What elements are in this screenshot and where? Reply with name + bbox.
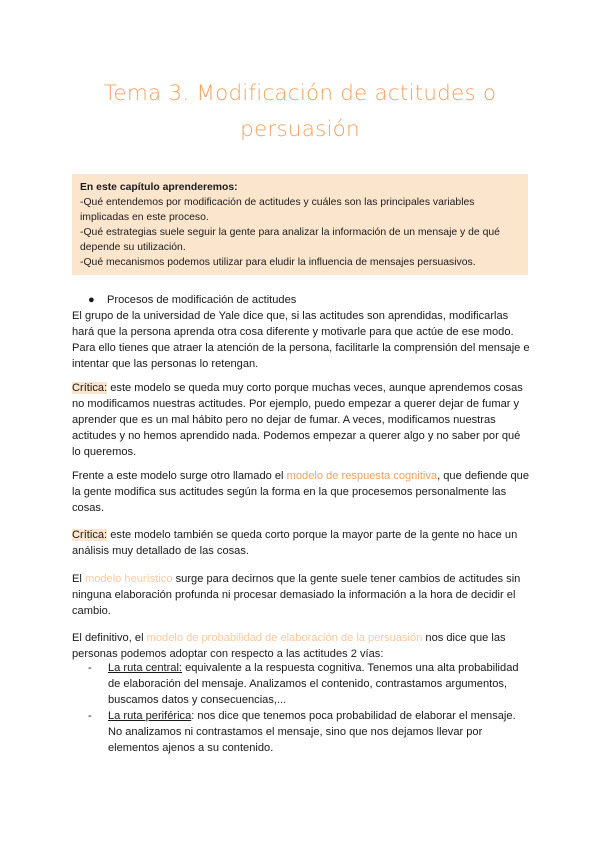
learning-objectives-callout [72,174,528,275]
bullet-icon: ● [88,294,95,306]
text-run: Frente a este modelo surge otro llamado el [72,470,287,482]
route-name: La ruta central: [108,662,182,674]
list-dash: - [88,662,92,674]
paragraph-modelo-definitivo [72,630,532,662]
text-run: surge para decirnos que la gente suele tener cambios de actitudes sin ninguna elaboración profunda ni procesar demasiado la información a la hora de decidir el cambio. [72,573,521,617]
critica-label: Crítica: [72,382,108,394]
paragraph-modelo-heuristico [72,571,532,619]
text-run: nos dice que las personas podemos adoptar con respecto a las actitudes 2 vías: [72,632,506,660]
page-title: Tema 3. Modificación de actitudes o persuasión [103,81,497,142]
critica-text: este modelo también se queda corto porque la mayor parte de la gente no hace un análisis muy detallado de las cosas. [72,529,518,557]
link-modelo-probabilidad-elaboracion[interactable]: modelo de probabilidad de elaboración de la persuasión [146,632,423,644]
callout-heading: En este capítulo aprenderemos: [80,182,238,193]
list-dash: - [88,710,92,722]
text-run: El [72,573,85,585]
critica-text: este modelo se queda muy corto porque muchas veces, aunque aprendemos cosas no modificamos nuestras actitudes. Por ejemplo, puedo empezar a querer dejar de fumar y aprender que es un mal hábito pero no dejar de fumar. A veces, modificamos nuestras actitudes y no hemos aprendido nada. Podemos empezar a querer algo y no saber por qué lo queremos. [72,382,523,458]
route-description: : nos dice que tenemos poca probabilidad de elaborar el mensaje. No analizamos ni contrastamos el mensaje, sino que nos dejamos llevar por elementos ajenos a su contenido. [108,710,516,754]
section-bullet [88,292,296,308]
paragraph-respuesta-cognitiva [72,468,532,516]
routes-list [88,660,528,756]
critica-label: Crítica: [72,529,108,541]
route-description: equivalente a la respuesta cognitiva. Tenemos una alta probabilidad de elaboración del mensaje. Analizamos el contenido, contrastamos argumentos, buscamos datos y consecuencias,... [108,662,519,706]
route-name: La ruta periférica [108,710,192,722]
callout-item: -Qué entendemos por modificación de actitudes y cuáles son las principales variables implicadas en este proceso. [80,197,475,223]
paragraph-yale: El grupo de la universidad de Yale dice que, si las actitudes son aprendidas, modificarlas hará que la persona aprenda otra cosa diferente y motivarle para que actúe de ese modo. Para ello tienes que atraer la atención de la persona, facilitarle la comprensión del mensaje e intentar que las personas lo retengan. [72,310,530,370]
paragraph-critica-2 [72,527,532,559]
link-modelo-respuesta-cognitiva[interactable]: modelo de respuesta cognitiva [286,470,438,482]
callout-item: -Qué estrategias suele seguir la gente para analizar la información de un mensaje y de qué depende su utilización. [80,227,500,253]
text-run: El definitivo, el [72,632,147,644]
list-item [88,660,528,708]
paragraph-critica-1 [72,380,532,460]
list-item [88,708,528,756]
link-modelo-heuristico[interactable]: modelo heurístico [84,573,173,585]
callout-item: -Qué mecanismos podemos utilizar para eludir la influencia de mensajes persuasivos. [80,257,476,268]
section-heading: Procesos de modificación de actitudes [107,294,297,306]
text-run: , que defiende que la gente modifica sus actitudes según la forma en la que procesemos personalmente las cosas. [72,470,530,514]
